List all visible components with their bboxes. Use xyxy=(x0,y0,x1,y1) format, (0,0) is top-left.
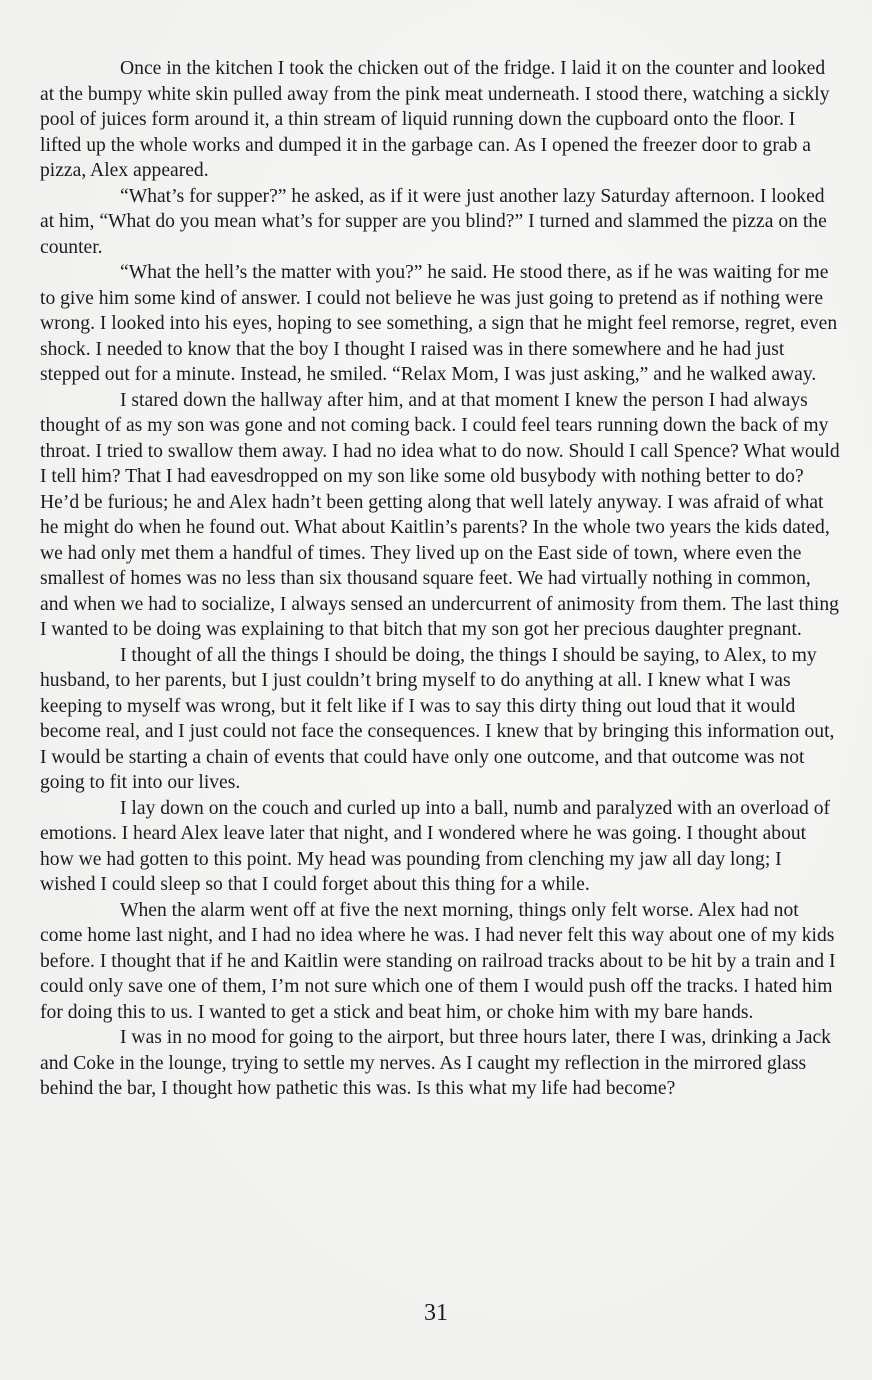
paragraph: “What’s for supper?” he asked, as if it were just another lazy Saturday afternoon. I looked at him, “What do you mean what’s for supper are you blind?” I turned and slammed the pizza on the counter. xyxy=(40,185,827,258)
paragraph: Once in the kitchen I took the chicken out of the fridge. I laid it on the counter and looked at the bumpy white skin pulled away from the pink meat underneath. I stood there, watching a sickly pool of juices form around it, a thin stream of liquid running down the cupboard onto the floor. I lifted up the whole works and dumped it in the garbage can. As I opened the freezer door to grab a pizza, Alex appeared. xyxy=(40,58,830,181)
page-number: 31 xyxy=(424,1300,448,1326)
paragraph: When the alarm went off at five the next morning, things only felt worse. Alex had not come home last night, and I had no idea where he was. I had never felt this way about one of my kids before. I thought that if he and Kaitlin were standing on railroad tracks about to be hit by a train and I could only save one of them, I’m not sure which one of them I would push off the tracks. I hated him for doing this to us. I wanted to get a stick and beat him, or choke him with my bare hands. xyxy=(40,899,836,1023)
paragraph: “What the hell’s the matter with you?” he said. He stood there, as if he was waiting for me to give him some kind of answer. I could not believe he was just going to pretend as if nothing were wrong. I looked into his eyes, hoping to see something, a sign that he might feel remorse, regret, even shock. I needed to know that the boy I thought I raised was in there somewhere and he had just stepped out for a minute. Instead, he smiled. “Relax Mom, I was just asking,” and he walked away. xyxy=(40,262,838,385)
body-text xyxy=(40,56,840,1102)
paragraph: I thought of all the things I should be doing, the things I should be saying, to Alex, to my husband, to her parents, but I just couldn’t bring myself to do anything at all. I knew what I was keeping to myself was wrong, but it felt like if I was to say this dirty thing out loud that it would become real, and I just could not face the consequences. I knew that by bringing this information out, I would be starting a chain of events that could have only one outcome, and that outcome was not going to fit into our lives. xyxy=(40,644,835,793)
paragraph: I stared down the hallway after him, and at that moment I knew the person I had always thought of as my son was gone and not coming back. I could feel tears running down the back of my throat. I tried to swallow them away. I had no idea what to do now. Should I call Spence? What would I tell him? That I had eavesdropped on my son like some old busybody with nothing better to do? He’d be furious; he and Alex hadn’t been getting along that well lately anyway. I was afraid of what he might do when he found out. What about Kaitlin’s parents? In the whole two years the kids dated, we had only met them a handful of times. They lived up on the East side of town, where even the smallest of homes was no less than six thousand square feet. We had virtually nothing in common, and when we had to socialize, I always sensed an undercurrent of animosity from them. The last thing I wanted to be doing was explaining to that bitch that my son got her precious daughter pregnant. xyxy=(40,389,840,640)
paragraph: I lay down on the couch and curled up into a ball, numb and paralyzed with an overload of emotions. I heard Alex leave later that night, and I wondered where he was going. I thought about how we had gotten to this point. My head was pounding from clenching my jaw all day long; I wished I could sleep so that I could forget about this thing for a while. xyxy=(40,797,831,895)
paragraph: I was in no mood for going to the airport, but three hours later, there I was, drinking a Jack and Coke in the lounge, trying to settle my nerves. As I caught my reflection in the mirrored glass behind the bar, I thought how pathetic this was. Is this what my life had become? xyxy=(40,1027,831,1099)
